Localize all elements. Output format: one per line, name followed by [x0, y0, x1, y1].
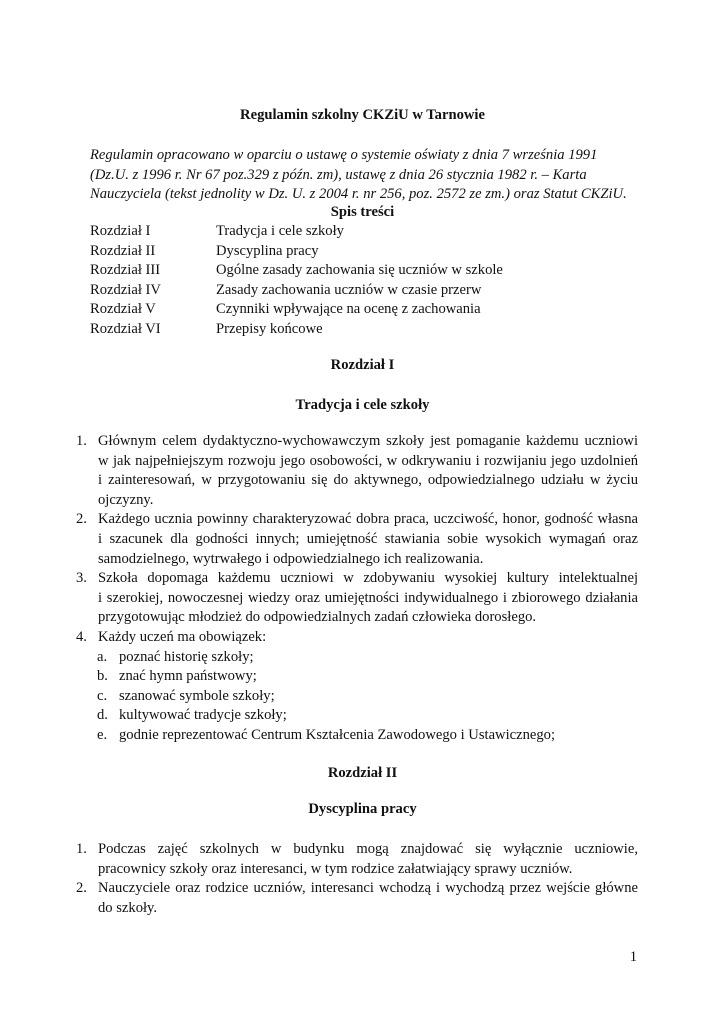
duty-text: poznać historię szkoły; [119, 648, 254, 665]
duty-letter: c. [97, 687, 108, 704]
item-line: Podczas zajęć szkolnych w budynku mogą znajdować się wyłącznie uczniowie, [98, 841, 638, 857]
toc-row [90, 261, 503, 281]
toc-row [90, 242, 503, 262]
item-line: i szerokiej, nowoczesnej wiedzy oraz umiejętności indywidualnego i zbiorowego działania [98, 589, 638, 606]
item-number: 2. [76, 511, 87, 528]
item-number: 1. [76, 841, 87, 857]
chapter-1-heading: Rozdział I [330, 357, 395, 373]
toc-chapter-name: Zasady zachowania uczniów w czasie przerw [216, 281, 482, 298]
item-line: Głównym celem dydaktyczno-wychowawczym szkoły jest pomaganie każdemu uczniowi [98, 433, 638, 449]
list-item [76, 628, 638, 648]
table-of-contents [90, 222, 503, 340]
duty-text: znać hymn państwowy; [119, 668, 257, 685]
intro-line: Regulamin opracowano w oparciu o ustawę o systemie oświaty z dnia 7 września 1991 [90, 147, 598, 163]
duty-item [76, 667, 638, 687]
toc-row [90, 281, 503, 301]
toc-chapter: Rozdział VI [90, 320, 161, 337]
toc-row [90, 320, 503, 340]
item-line: i zainteresowań, w przygotowaniu się do aktywnego, odpowiedzialnego udziału w życiu [98, 472, 638, 489]
toc-chapter-name: Czynniki wpływające na ocenę z zachowania [216, 301, 481, 318]
intro-line: (Dz.U. z 1996 r. Nr 67 poz.329 z późn. zm), ustawę z dnia 26 stycznia 1982 r. – Karta [90, 166, 587, 183]
item-line: przygotowując młodzież do odpowiedzialnych zadań człowieka dorosłego. [98, 609, 537, 626]
toc-chapter-name: Ogólne zasady zachowania się uczniów w szkole [216, 262, 503, 279]
item-line: Szkoła dopomaga każdemu uczniowi w zdobywaniu wysokiej kultury intelektualnej [98, 570, 638, 587]
item-line: Każdy uczeń ma obowiązek: [98, 628, 267, 645]
toc-chapter: Rozdział III [90, 262, 161, 279]
chapter-2-heading: Rozdział II [327, 765, 398, 781]
document-title: Regulamin szkolny CKZiU w Tarnowie [240, 107, 485, 123]
toc-title: Spis treści [330, 204, 395, 220]
chapter-2-list [76, 840, 638, 918]
duty-letter: b. [97, 668, 108, 685]
chapter-2-subheading: Dyscyplina pracy [308, 801, 417, 817]
toc-chapter: Rozdział IV [90, 281, 161, 298]
duty-item [76, 648, 638, 668]
toc-row [90, 222, 503, 242]
item-number: 2. [76, 880, 87, 897]
duty-item [76, 687, 638, 707]
item-line: Nauczyciele oraz rodzice uczniów, interesanci wchodzą i wychodzą przez wejście główne [98, 880, 638, 897]
item-line: do szkoły. [98, 899, 158, 916]
page-number: 1 [629, 949, 637, 965]
item-line: i szacunek dla godności innych; umiejętność stawiania sobie wysokich wymagań oraz [98, 530, 638, 547]
list-item [76, 879, 638, 918]
item-line: w jak najpełniejszym rozwoju jego osobowości, w odkrywaniu i rozwijaniu jego uzdolnień [98, 452, 638, 469]
chapter-1-subheading: Tradycja i cele szkoły [295, 397, 430, 413]
chapter-1-list [76, 432, 638, 746]
list-item [76, 840, 638, 879]
intro-paragraph [90, 146, 650, 205]
duty-letter: e. [97, 726, 108, 743]
item-line: ojczyzny. [98, 491, 154, 508]
list-item [76, 510, 638, 569]
toc-chapter-name: Tradycja i cele szkoły [216, 223, 344, 239]
duty-text: godnie reprezentować Centrum Kształcenia Zawodowego i Ustawicznego; [119, 726, 556, 743]
duty-letter: a. [97, 648, 108, 665]
toc-chapter: Rozdział II [90, 242, 156, 259]
toc-chapter: Rozdział I [90, 223, 151, 239]
duty-letter: d. [97, 707, 108, 724]
item-number: 4. [76, 628, 87, 645]
item-line: samodzielnego, wytrwałego i odpowiedzialnego ich realizowania. [98, 550, 484, 567]
list-item [76, 432, 638, 510]
toc-chapter-name: Dyscyplina pracy [216, 242, 319, 259]
item-number: 1. [76, 433, 87, 449]
toc-chapter: Rozdział V [90, 301, 156, 318]
item-line: Każdego ucznia powinny charakteryzować dobra praca, uczciwość, honor, godność własna [98, 511, 638, 528]
duty-item [76, 706, 638, 726]
list-item [76, 569, 638, 628]
duty-text: kultywować tradycje szkoły; [119, 707, 287, 724]
item-number: 3. [76, 570, 87, 587]
toc-row [90, 300, 503, 320]
intro-line: Nauczyciela (tekst jednolity w Dz. U. z 2004 r. nr 256, poz. 2572 ze zm.) oraz Statut CKZiU. [90, 186, 627, 203]
toc-chapter-name: Przepisy końcowe [216, 320, 323, 337]
duty-text: szanować symbole szkoły; [119, 687, 275, 704]
duty-item [76, 726, 638, 746]
item-line: pracownicy szkoły oraz interesanci, w tym rodzice załatwiający sprawy uczniów. [98, 860, 573, 877]
